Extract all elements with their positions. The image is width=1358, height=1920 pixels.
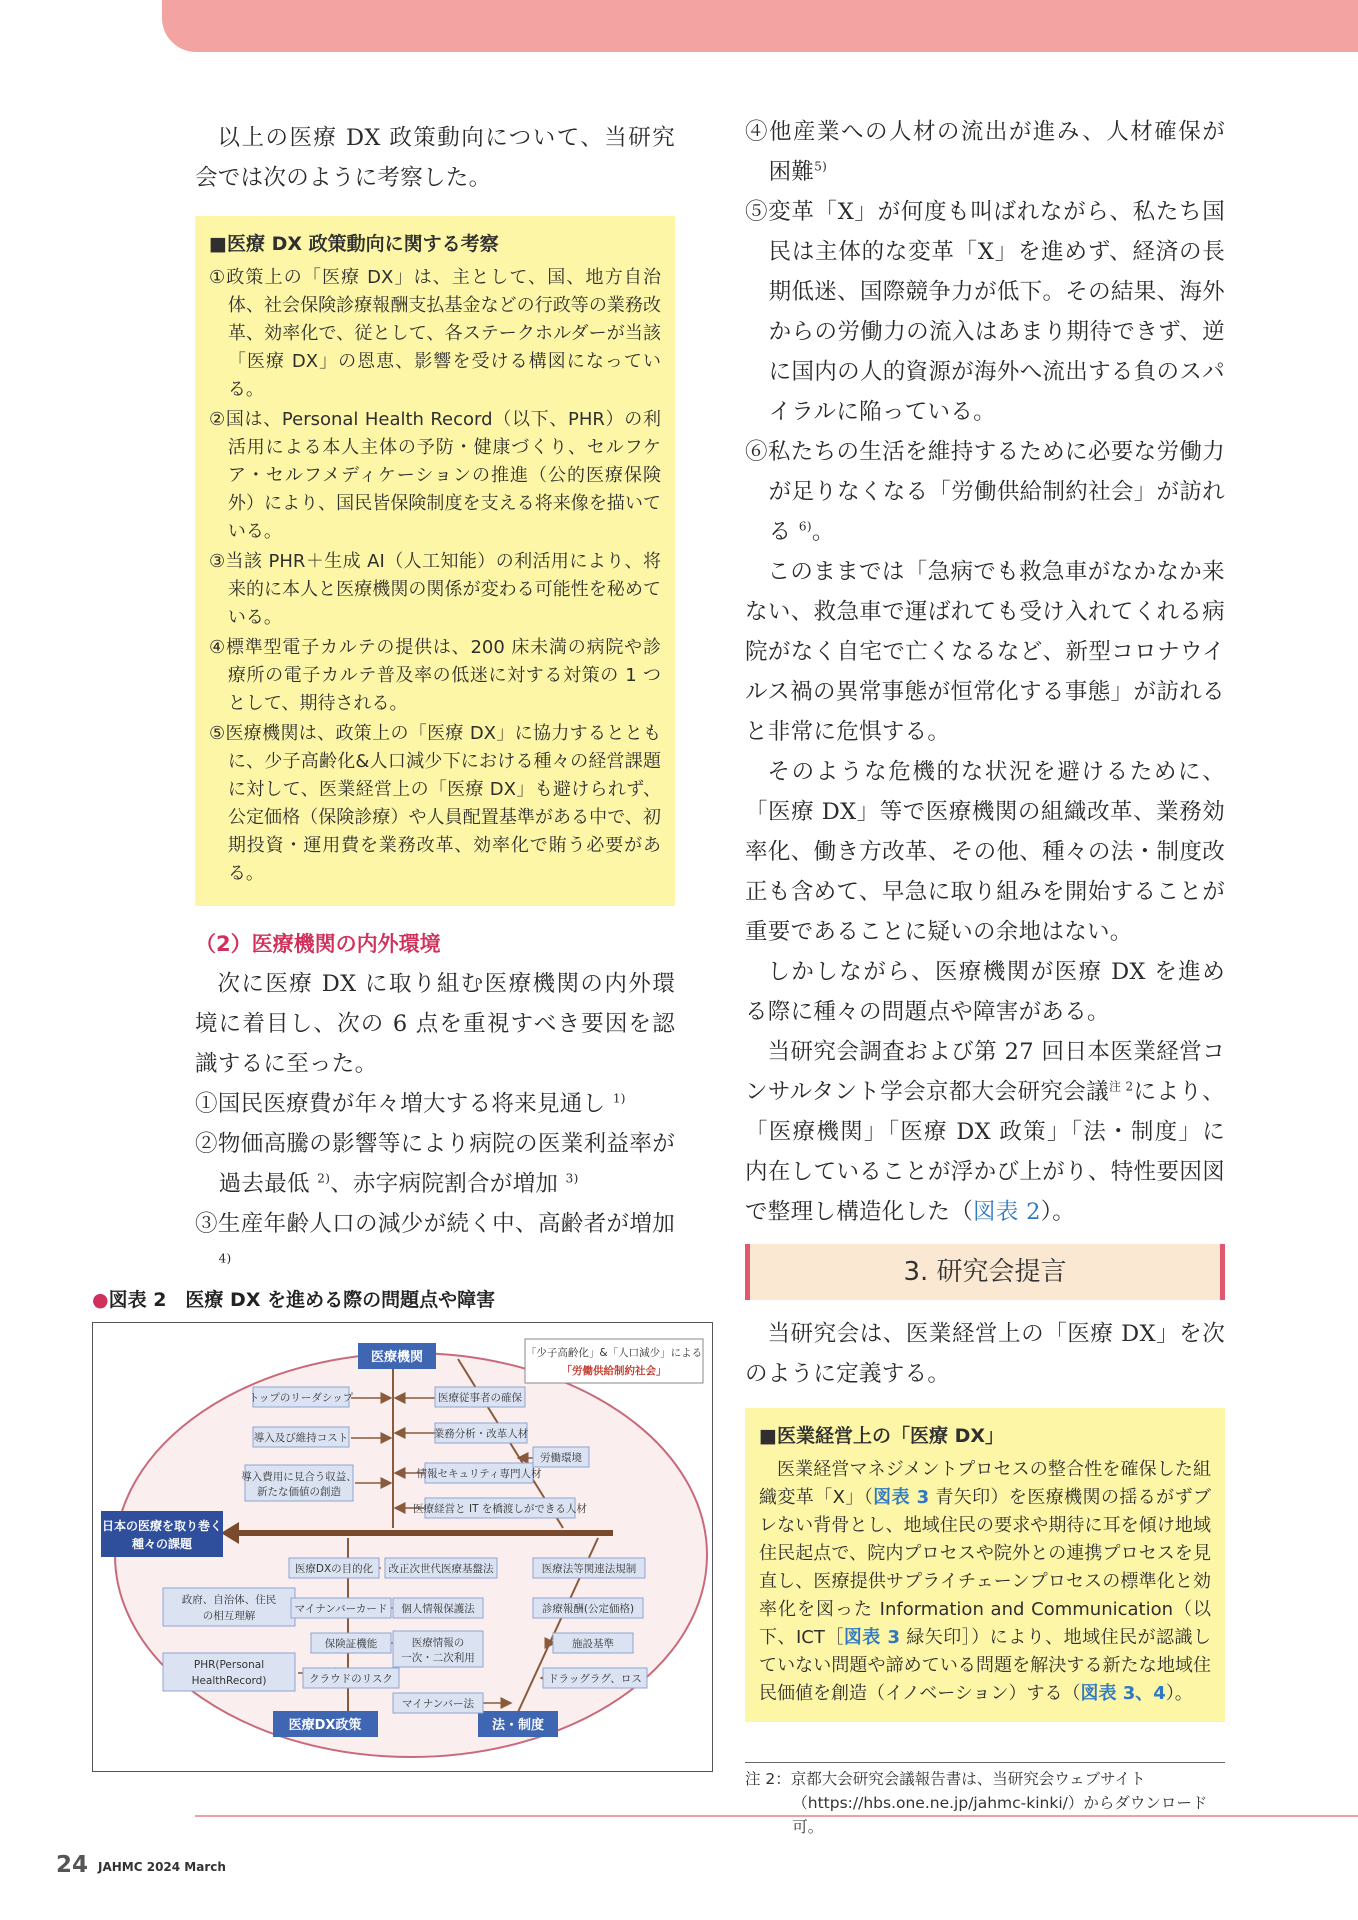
box-item: ①政策上の「医療 DX」は、主として、国、地方自治体、社会保険診療報酬支払基金などの行政等の業務改革、効率化で、従として、各ステークホルダーが当該「医療 DX」の恩恵、影響を受ける構図になっている。 bbox=[209, 267, 661, 400]
cause-label: の相互理解 bbox=[202, 1610, 256, 1622]
factor-5: ⑤変革「X」が何度も叫ばれながら、私たち国民は主体的な変革「X」を進めず、経済の長期低迷、国際競争力が低下。その結果、海外からの労働力の流入はあまり期待できず、逆に国内の人的資源が海外へ流出する負のスパイラルに陥っている。 bbox=[745, 199, 1225, 425]
effect-label: 種々の課題 bbox=[131, 1537, 193, 1551]
cause-label: 医療DXの目的化 bbox=[294, 1563, 374, 1575]
box-title: ■医療 DX 政策動向に関する考察 bbox=[209, 233, 499, 255]
cause-label: マイナンバー法 bbox=[401, 1698, 475, 1710]
cause-label: 医療経営と IT を橋渡しができる人材 bbox=[413, 1503, 587, 1515]
note-label: 「労働供給制約社会」 bbox=[561, 1365, 667, 1377]
box-item: ②国は、Personal Health Record（以下、PHR）の利活用による本人主体の予防・健康づくり、セルフケア・セルフメディケーションの推進（公的医療保険外）により、国民皆保険制度を支える将来像を描いている。 bbox=[209, 409, 661, 542]
definition-text: 医業経営マネジメントプロセスの整合性を確保した組織変革「X」（図表 3 青矢印）を医療機関の揺るがずブレない背骨とし、地域住民の要求や期待に耳を傾け地域住民起点で、院内プロセスや院外との連携プロセスを見直し、医療提供サプライチェーンプロセスの標準化と効率化を図った Information and Communication（以下、ICT［図表 3 緑矢印］）により、地域住民が認識していない問題や諦めている問題を解決する新たな地域住民価値を創造（イノベーション）する（図表 3、4）。 bbox=[759, 1459, 1211, 1704]
cause-label: クラウドのリスク bbox=[309, 1673, 393, 1685]
cause-label: 医療法等関連法規制 bbox=[541, 1563, 637, 1575]
definition-box bbox=[745, 1408, 1225, 1722]
left-column bbox=[195, 118, 675, 1284]
section-heading-3: 3. 研究会提言 bbox=[745, 1244, 1225, 1300]
cause-label: 医療従事者の確保 bbox=[438, 1392, 522, 1404]
paragraph: 当研究会は、医業経営上の「医療 DX」を次のように定義する。 bbox=[745, 1321, 1225, 1387]
paragraph: しかしながら、医療機関が医療 DX を進める際に種々の問題点や障害がある。 bbox=[745, 959, 1225, 1025]
figure-reference-link[interactable]: 図表 2 bbox=[973, 1199, 1041, 1225]
footnote: 注 2：京都大会研究会議報告書は、当研究会ウェブサイト（https://hbs.one.ne.jp/jahmc-kinki/）からダウンロード可。 bbox=[745, 1770, 1208, 1836]
effect-label: 日本の医療を取り巻く bbox=[101, 1519, 223, 1533]
cause-label: 情報セキュリティ専門人材 bbox=[416, 1468, 542, 1480]
cause-label: 労働環境 bbox=[540, 1452, 582, 1464]
cause-label: HealthRecord) bbox=[191, 1675, 267, 1687]
head-label: 医療DX政策 bbox=[288, 1718, 362, 1733]
cause-label: 一次・二次利用 bbox=[401, 1652, 475, 1664]
cause-label: PHR(Personal bbox=[193, 1659, 265, 1671]
cause-label: 改正次世代医療基盤法 bbox=[388, 1563, 494, 1575]
factor-3: ③生産年齢人口の減少が続く中、高齢者が増加 $^{4)}$ bbox=[195, 1211, 675, 1266]
section-heading-2: （2）医療機関の内外環境 bbox=[195, 932, 441, 956]
right-column bbox=[745, 112, 1225, 1839]
cause-label: ドラッグラグ、ロス bbox=[548, 1673, 642, 1685]
policy-consideration-box bbox=[195, 216, 675, 906]
intro-paragraph: 以上の医療 DX 政策動向について、当研究会では次のように考察した。 bbox=[195, 125, 675, 191]
cause-label: 政府、自治体、住民 bbox=[181, 1594, 277, 1606]
cause-label: 個人情報保護法 bbox=[401, 1603, 475, 1615]
cause-label: 新たな価値の創造 bbox=[257, 1486, 341, 1498]
cause-label: 診療報酬(公定価格) bbox=[541, 1603, 635, 1615]
section2-paragraph: 次に医療 DX に取り組む医療機関の内外環境に着目し、次の 6 点を重視すべき要因を認識するに至った。 bbox=[195, 971, 675, 1077]
box-item: ④標準型電子カルテの提供は、200 床未満の病院や診療所の電子カルテ普及率の低迷に対する対策の 1 つとして、期待される。 bbox=[209, 637, 661, 714]
box-item: ⑤医療機関は、政策上の「医療 DX」に協力するとともに、少子高齢化&人口減少下における種々の経営課題に対して、医業経営上の「医療 DX」も避けられず、公定価格（保険診療）や人員配置基準がある中で、初期投資・運用費を業務改革、効率化で賄う必要がある。 bbox=[209, 723, 661, 884]
cause-label: マイナンバーカード bbox=[294, 1603, 388, 1615]
head-label: 法・制度 bbox=[491, 1718, 545, 1733]
factor-6: ⑥私たちの生活を維持するために必要な労働力が足りなくなる「労働供給制約社会」が訪れる $^{6)}$。 bbox=[745, 439, 1225, 545]
cause-label: 業務分析・改革人材 bbox=[433, 1428, 529, 1440]
fishbone-svg bbox=[93, 1323, 712, 1771]
figure-caption: ●図表 2 医療 DX を進める際の問題点や障害 bbox=[92, 1289, 496, 1311]
page-number: 24 bbox=[56, 1852, 89, 1878]
cause-label: 施設基準 bbox=[572, 1638, 614, 1650]
cause-label: 導入費用に見合う収益、 bbox=[241, 1471, 357, 1483]
figure-reference-link[interactable]: 図表 3 bbox=[873, 1487, 930, 1508]
footnote-rule bbox=[745, 1762, 1225, 1763]
cause-label: 医療情報の bbox=[411, 1637, 465, 1649]
cause-label: 導入及び維持コスト bbox=[253, 1432, 349, 1444]
factor-1: ①国民医療費が年々増大する将来見通し $^{1)}$ bbox=[195, 1091, 626, 1117]
header-band bbox=[162, 0, 1358, 52]
caption-bullet-icon: ● bbox=[92, 1289, 109, 1311]
journal-name: JAHMC 2024 March bbox=[98, 1860, 226, 1874]
paragraph: 当研究会調査および第 27 回日本医業経営コンサルタント学会京都大会研究会議$^{注 2}$により、「医療機関」「医療 DX 政策」「法・制度」に内在していることが浮かび上がり、特性要因図で整理し構造化した（図表 2）。 bbox=[745, 1039, 1225, 1225]
figure-reference-link[interactable]: 図表 3 bbox=[843, 1627, 901, 1648]
note-label: 「少子高齢化」&「人口減少」による bbox=[525, 1347, 703, 1359]
cause-label: 保険証機能 bbox=[324, 1638, 378, 1650]
paragraph: そのような危機的な状況を避けるために、「医療 DX」等で医療機関の組織改革、業務効率化、働き方改革、その他、種々の法・制度改正も含めて、早急に取り組みを開始することが重要であることに疑いの余地はない。 bbox=[745, 759, 1225, 945]
paragraph: このままでは「急病でも救急車がなかなか来ない、救急車で運ばれても受け入れてくれる病院がなく自宅で亡くなるなど、新型コロナウイルス禍の異常事態が恒常化する事態」が訪れると非常に危惧する。 bbox=[745, 559, 1225, 745]
factor-2: ②物価高騰の影響等により病院の医業利益率が過去最低 $^{2)}$、赤字病院割合が増加 $^{3)}$ bbox=[195, 1131, 675, 1197]
figure-reference-link[interactable]: 図表 3、4 bbox=[1080, 1683, 1166, 1704]
factor-4: ④他産業への人材の流出が進み、人材確保が困難$^{5)}$ bbox=[745, 119, 1225, 185]
head-label: 医療機関 bbox=[370, 1350, 424, 1365]
cause-label: トップのリーダシップ bbox=[248, 1392, 354, 1404]
box-title: ■医業経営上の「医療 DX」 bbox=[759, 1425, 1004, 1447]
box-item: ③当該 PHR＋生成 AI（人工知能）の利活用により、将来的に本人と医療機関の関係が変わる可能性を秘めている。 bbox=[209, 551, 661, 628]
fishbone-diagram bbox=[92, 1322, 713, 1772]
footer-rule bbox=[195, 1815, 1358, 1817]
